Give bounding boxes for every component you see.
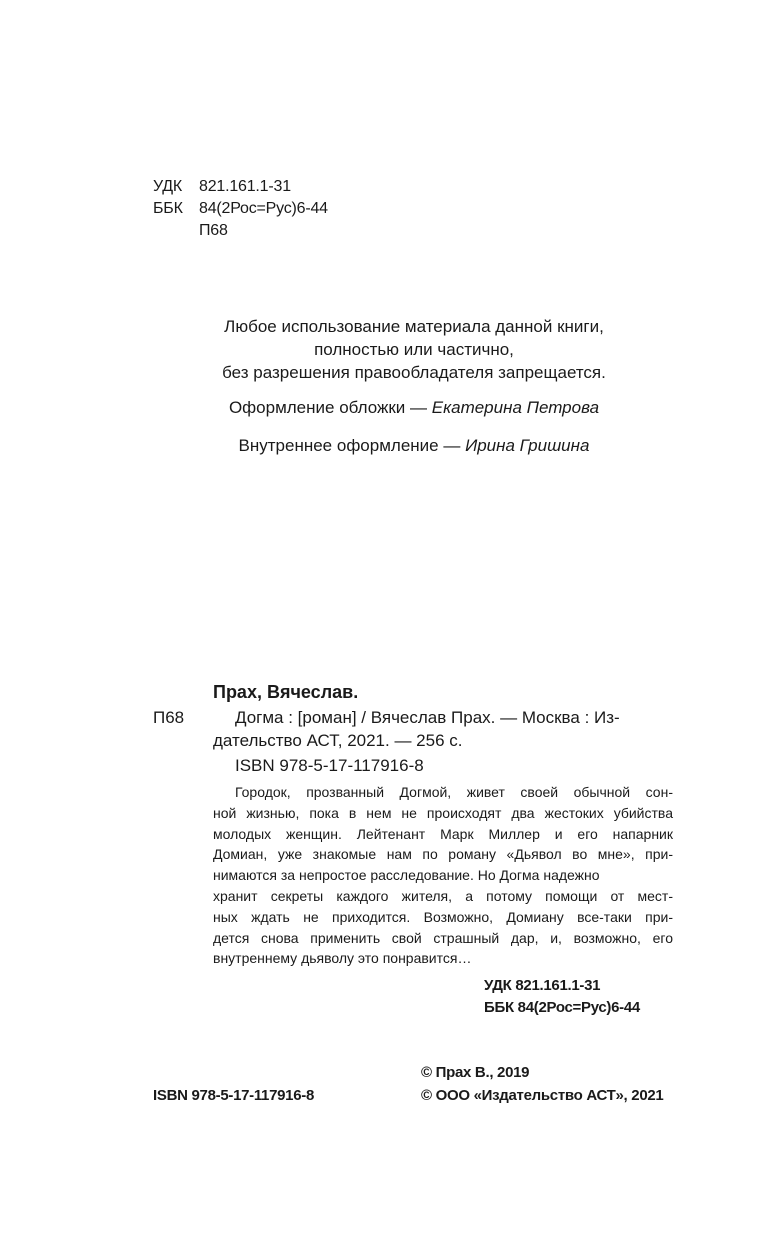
copyright-publisher: © ООО «Издательство АСТ», 2021 bbox=[421, 1087, 664, 1104]
record-mark: П68 bbox=[153, 708, 185, 727]
rights-notice-line-1: Любое использование материала данной книги, bbox=[224, 317, 604, 336]
record-udk: УДК 821.161.1-31 bbox=[484, 977, 601, 994]
cover-design-credit bbox=[0, 396, 768, 420]
annotation-line: нимаются за непростое расследование. Но Догма надежно bbox=[213, 867, 600, 884]
udk-label: УДК bbox=[153, 178, 183, 195]
udk-line bbox=[153, 176, 291, 198]
record-isbn: ISBN 978-5-17-117916-8 bbox=[235, 756, 424, 775]
rights-notice-line-3: без разрешения правообладателя запрещается. bbox=[222, 363, 606, 382]
rights-notice-line-2: полностью или частично, bbox=[314, 340, 514, 359]
credit-role: Внутреннее оформление — bbox=[238, 436, 466, 455]
annotation bbox=[213, 782, 673, 969]
annotation-line: хранит секреты каждого жителя, а потому помощи от мест- bbox=[213, 887, 673, 904]
record-title-line-2: дательство АСТ, 2021. — 256 с. bbox=[213, 731, 463, 750]
interior-design-credit bbox=[0, 434, 768, 458]
annotation-line: Городок, прозванный Догмой, живет своей обычной сон- bbox=[235, 784, 673, 800]
footer-isbn: ISBN 978-5-17-117916-8 bbox=[153, 1087, 315, 1104]
bbk-label: ББК bbox=[153, 200, 183, 217]
annotation-line: молодых женщин. Лейтенант Марк Миллер и его напарник bbox=[213, 825, 673, 842]
annotation-line: дется снова применить свой страшный дар, и, возможно, его bbox=[213, 929, 673, 946]
annotation-line: ных ждать не приходится. Возможно, Домиану все-таки при- bbox=[213, 908, 673, 925]
copyright-author: © Прах В., 2019 bbox=[421, 1064, 530, 1081]
credit-name: Екатерина Петрова bbox=[431, 398, 600, 417]
record-bbk: ББК 84(2Рос=Рус)6-44 bbox=[484, 999, 640, 1016]
record-author: Прах, Вячеслав. bbox=[213, 682, 359, 702]
author-mark-top: П68 bbox=[199, 222, 228, 239]
credit-role: Оформление обложки — bbox=[228, 398, 432, 417]
annotation-line: Домиан, уже знакомые нам по роману «Дьявол во мне», при- bbox=[213, 846, 673, 863]
udk-value: 821.161.1-31 bbox=[199, 178, 291, 195]
bbk-line bbox=[153, 198, 328, 220]
annotation-line: ной жизнью, пока в нем не происходят два жестоких убийства bbox=[213, 804, 673, 821]
annotation-line: внутреннему дьяволу это понравится… bbox=[213, 950, 472, 967]
bbk-value: 84(2Рос=Рус)6-44 bbox=[199, 200, 328, 217]
record-title-line-1: Догма : [роман] / Вячеслав Прах. — Москва : Из- bbox=[235, 708, 620, 727]
credit-name: Ирина Гришина bbox=[465, 436, 590, 455]
